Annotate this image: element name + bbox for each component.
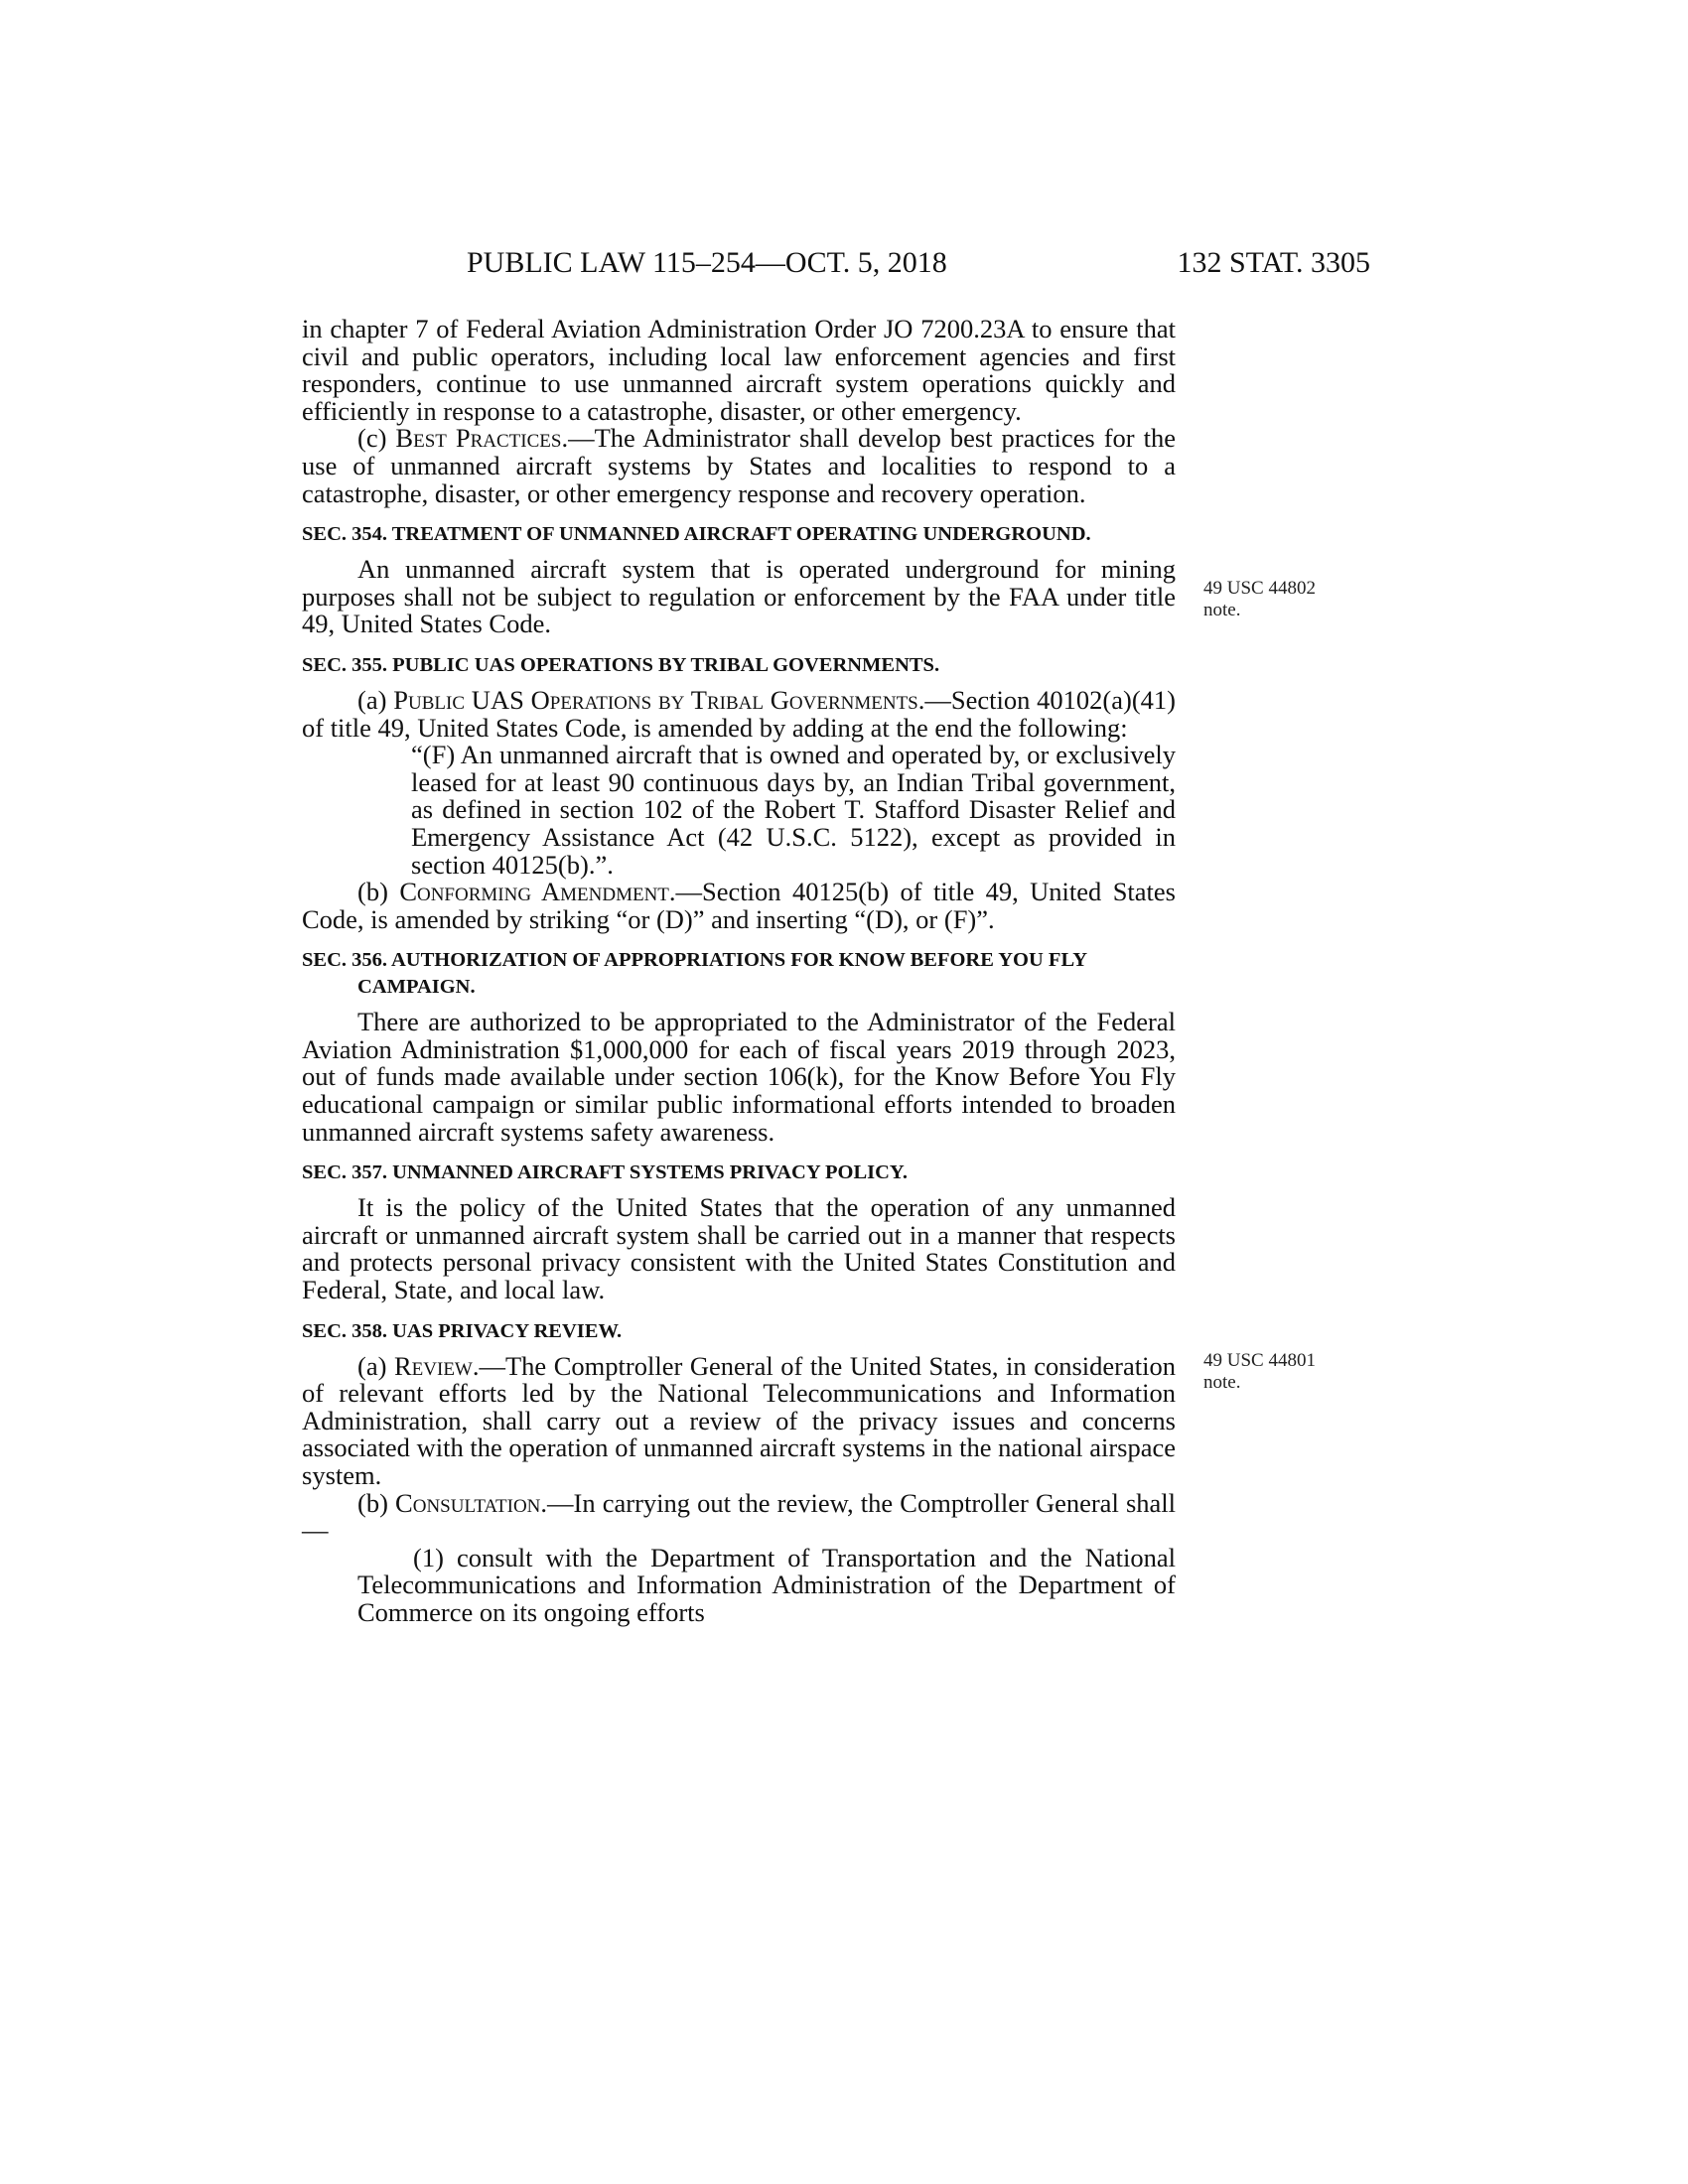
subsection-a-review bbox=[302, 1350, 1176, 1490]
subsection-a-tribal bbox=[302, 684, 1176, 743]
margin-note-sec354 bbox=[1203, 578, 1316, 621]
section-heading-355: SEC. 355. PUBLIC UAS OPERATIONS BY TRIBAL GOVERNMENTS. bbox=[302, 653, 940, 676]
subsection-label: (a) bbox=[357, 1350, 394, 1381]
subsection-label: (c) bbox=[357, 423, 396, 454]
paragraph-1-consult: (1) consult with the Department of Transportation and the National Telecommunications and Information Administration of the Department of Commerce on its ongoing efforts bbox=[357, 1542, 1176, 1627]
subsection-b-conforming bbox=[302, 879, 1176, 933]
section-heading-358: SEC. 358. UAS PRIVACY REVIEW. bbox=[302, 1319, 623, 1342]
subsection-label: (a) bbox=[357, 684, 394, 715]
section-heading-356: SEC. 356. AUTHORIZATION OF APPROPRIATIONS FOR KNOW BEFORE YOU FLY CAMPAIGN. bbox=[302, 949, 1087, 999]
subsection-text: .—The Comptroller General of the United States, in consideration of relevant efforts led by the National Telecommunications and Information Administration, shall carry out a review of the privacy issues and concerns associated with the operation of unmanned aircraft systems in the national airspace system. bbox=[302, 1350, 1176, 1490]
section-text-354: An unmanned aircraft system that is operated underground for mining purposes shall not be subject to regulation or enforcement by the FAA under title 49, United States Code. bbox=[302, 554, 1176, 639]
paragraph-continuation: in chapter 7 of Federal Aviation Administration Order JO 7200.23A to ensure that civil and public operators, including local law enforcement agencies and first responders, continue to use unmanned aircraft system operations quickly and efficiently in response to a catastrophe, disaster, or other emergency. bbox=[302, 314, 1176, 426]
margin-note-label: note. bbox=[1203, 1372, 1241, 1393]
subsection-heading: Review bbox=[393, 1350, 473, 1381]
running-title: PUBLIC LAW 115–254—OCT. 5, 2018 bbox=[467, 246, 947, 279]
subsection-heading: Consultation bbox=[395, 1487, 541, 1518]
margin-note-sec357 bbox=[1203, 1350, 1316, 1394]
section-text-356: There are authorized to be appropriated to the Administrator of the Federal Aviation Administration $1,000,000 for each of fiscal years 2019 through 2023, out of funds made available under section 106(k), for the Know Before You Fly educational campaign or similar public informational efforts intended to broaden unmanned aircraft systems safety awareness. bbox=[302, 1007, 1176, 1147]
subsection-heading: Public UAS Operations by Tribal Governments bbox=[393, 684, 918, 715]
subsection-c-best-practices bbox=[302, 425, 1176, 507]
quoted-amendment-text: “(F) An unmanned aircraft that is owned and operated by, or exclusively leased for at least 90 continuous days by, an Indian Tribal government, as defined in section 102 of the Robert T. Stafford Disaster Relief and Emergency Assistance Act (42 U.S.C. 5122), except as provided in section 40125(b).”. bbox=[411, 740, 1176, 880]
margin-note-citation: 49 USC 44801 bbox=[1203, 1350, 1316, 1371]
section-heading-357: SEC. 357. UNMANNED AIRCRAFT SYSTEMS PRIVACY POLICY. bbox=[302, 1161, 908, 1184]
subsection-text: .—The Administrator shall develop best practices for the use of unmanned aircraft systems by States and localities to respond to a catastrophe, disaster, or other emergency response and recovery operation. bbox=[302, 423, 1176, 508]
subsection-text: .—Section 40125(b) of title 49, United States Code, is amended by striking “or (D)” and inserting “(D), or (F)”. bbox=[302, 877, 1176, 934]
subsection-label: (b) bbox=[357, 877, 400, 907]
subsection-text: .—In carrying out the review, the Comptroller General shall— bbox=[302, 1487, 1176, 1546]
subsection-label: (b) bbox=[357, 1487, 396, 1518]
page-header bbox=[467, 246, 1370, 292]
margin-note-citation: 49 USC 44802 bbox=[1203, 578, 1316, 599]
section-heading-354: SEC. 354. TREATMENT OF UNMANNED AIRCRAFT OPERATING UNDERGROUND. bbox=[302, 523, 1091, 546]
subsection-heading: Best Practices bbox=[395, 423, 562, 454]
subsection-text: .—Section 40102(a)(41) of title 49, United States Code, is amended by adding at the end the following: bbox=[302, 684, 1176, 743]
subsection-b-consultation bbox=[302, 1487, 1176, 1546]
section-text-357: It is the policy of the United States that the operation of any unmanned aircraft or unmanned aircraft system shall be carried out in a manner that respects and protects personal privacy consistent with the United States Constitution and Federal, State, and local law. bbox=[302, 1192, 1176, 1305]
margin-note-label: note. bbox=[1203, 600, 1241, 620]
subsection-heading: Conforming Amendment bbox=[399, 877, 669, 907]
stat-page-number: 132 STAT. 3305 bbox=[1177, 246, 1370, 279]
statute-body bbox=[302, 316, 1176, 1627]
